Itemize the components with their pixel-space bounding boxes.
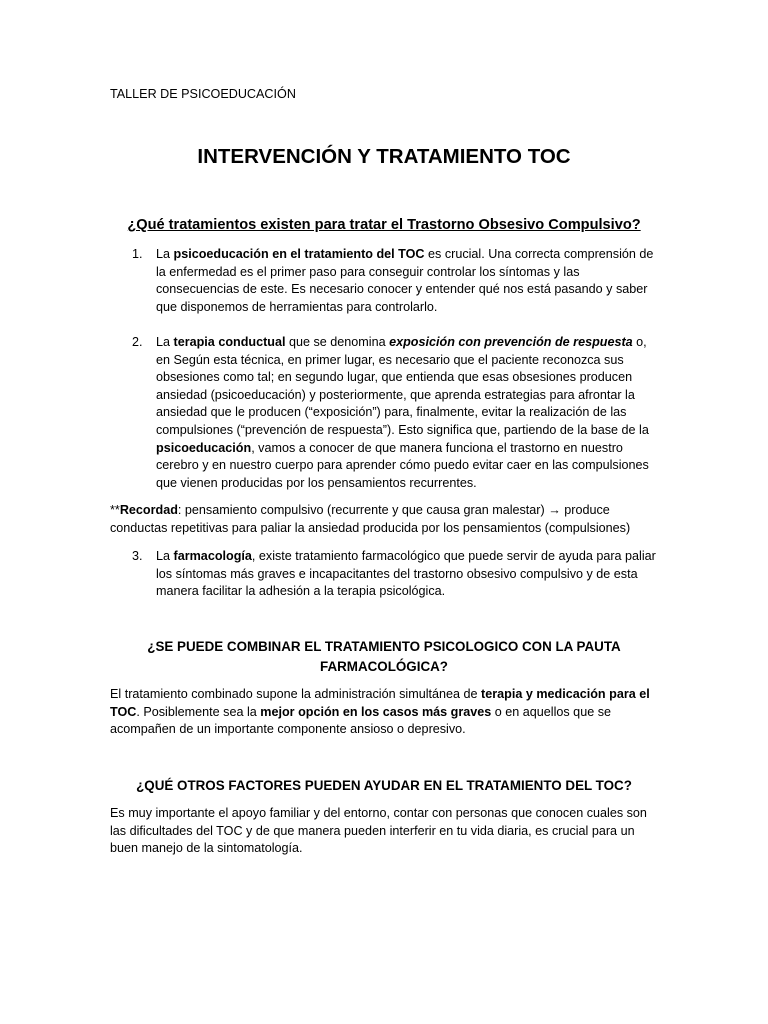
workshop-label: TALLER DE PSICOEDUCACIÓN: [110, 87, 296, 101]
list-number: 2.: [132, 335, 143, 349]
document-title: INTERVENCIÓN Y TRATAMIENTO TOC: [197, 145, 571, 168]
list-item-text: La psicoeducación en el tratamiento del TOC es crucial. Una correcta comprensión de la enfermedad es el primer paso para conseguir controlar los síntomas y las consecuencias de este. Es necesario conocer y entender qué nos está pasando y saber que disponemos de herramientas para controlarlo.: [156, 247, 654, 314]
combined-treatment-paragraph: El tratamiento combinado supone la administración simultánea de terapia y medicación para el TOC. Posiblemente sea la mejor opción en los casos más graves o en aquellos que se acompañen de un importante componente ansioso o depresivo.: [110, 687, 650, 737]
list-item-pharmacology: [110, 548, 658, 601]
other-factors-heading: ¿QUÉ OTROS FACTORES PUEDEN AYUDAR EN EL TRATAMIENTO DEL TOC?: [136, 778, 632, 793]
combined-treatment-heading: ¿SE PUEDE COMBINAR EL TRATAMIENTO PSICOLOGICO CON LA PAUTA FARMACOLÓGICA?: [147, 639, 621, 674]
list-item-psychoeducation: [110, 246, 658, 316]
list-item-text: La terapia conductual que se denomina exposición con prevención de respuesta o, en Según esta técnica, en primer lugar, es necesario que el paciente reconozca sus obsesiones como tal; en segundo lugar, que entienda que esas obsesiones producen ansiedad (psicoeducación) y posteriormente, que aprenda estrategias para afrontar la ansiedad que le producen (“exposición”) para, finalmente, evitar la realización de las compulsiones (“prevención de respuesta”). Esto significa que, partiendo de la base de la psicoeducación, vamos a conocer de que manera funciona el trastorno en nuestro cerebro y en nuestro cuerpo para aprender cómo puedo evitar caer en las compulsiones que vienen producidas por los pensamientos recurrentes.: [156, 335, 649, 490]
reminder-note: **Recordad: pensamiento compulsivo (recurrente y que causa gran malestar) → produce conductas repetitivas para paliar la ansiedad producida por los pensamientos (compulsiones): [110, 503, 631, 535]
list-number: 3.: [132, 549, 143, 563]
list-number: 1.: [132, 247, 143, 261]
arrow-right-icon: →: [548, 503, 561, 517]
treatments-heading: ¿Qué tratamientos existen para tratar el Trastorno Obsesivo Compulsivo?: [127, 217, 641, 233]
list-item-text: La farmacología, existe tratamiento farmacológico que puede servir de ayuda para paliar los síntomas más graves e incapacitantes del trastorno obsesivo compulsivo y de esta manera facilitar la adhesión a la terapia psicológica.: [156, 549, 656, 599]
list-item-behavioral-therapy: [110, 334, 658, 492]
other-factors-paragraph: Es muy importante el apoyo familiar y del entorno, contar con personas que conocen cuales son las dificultades del TOC y de que manera pueden interferir en tu vida diaria, es crucial para un buen manejo de la sintomatología.: [110, 806, 647, 856]
